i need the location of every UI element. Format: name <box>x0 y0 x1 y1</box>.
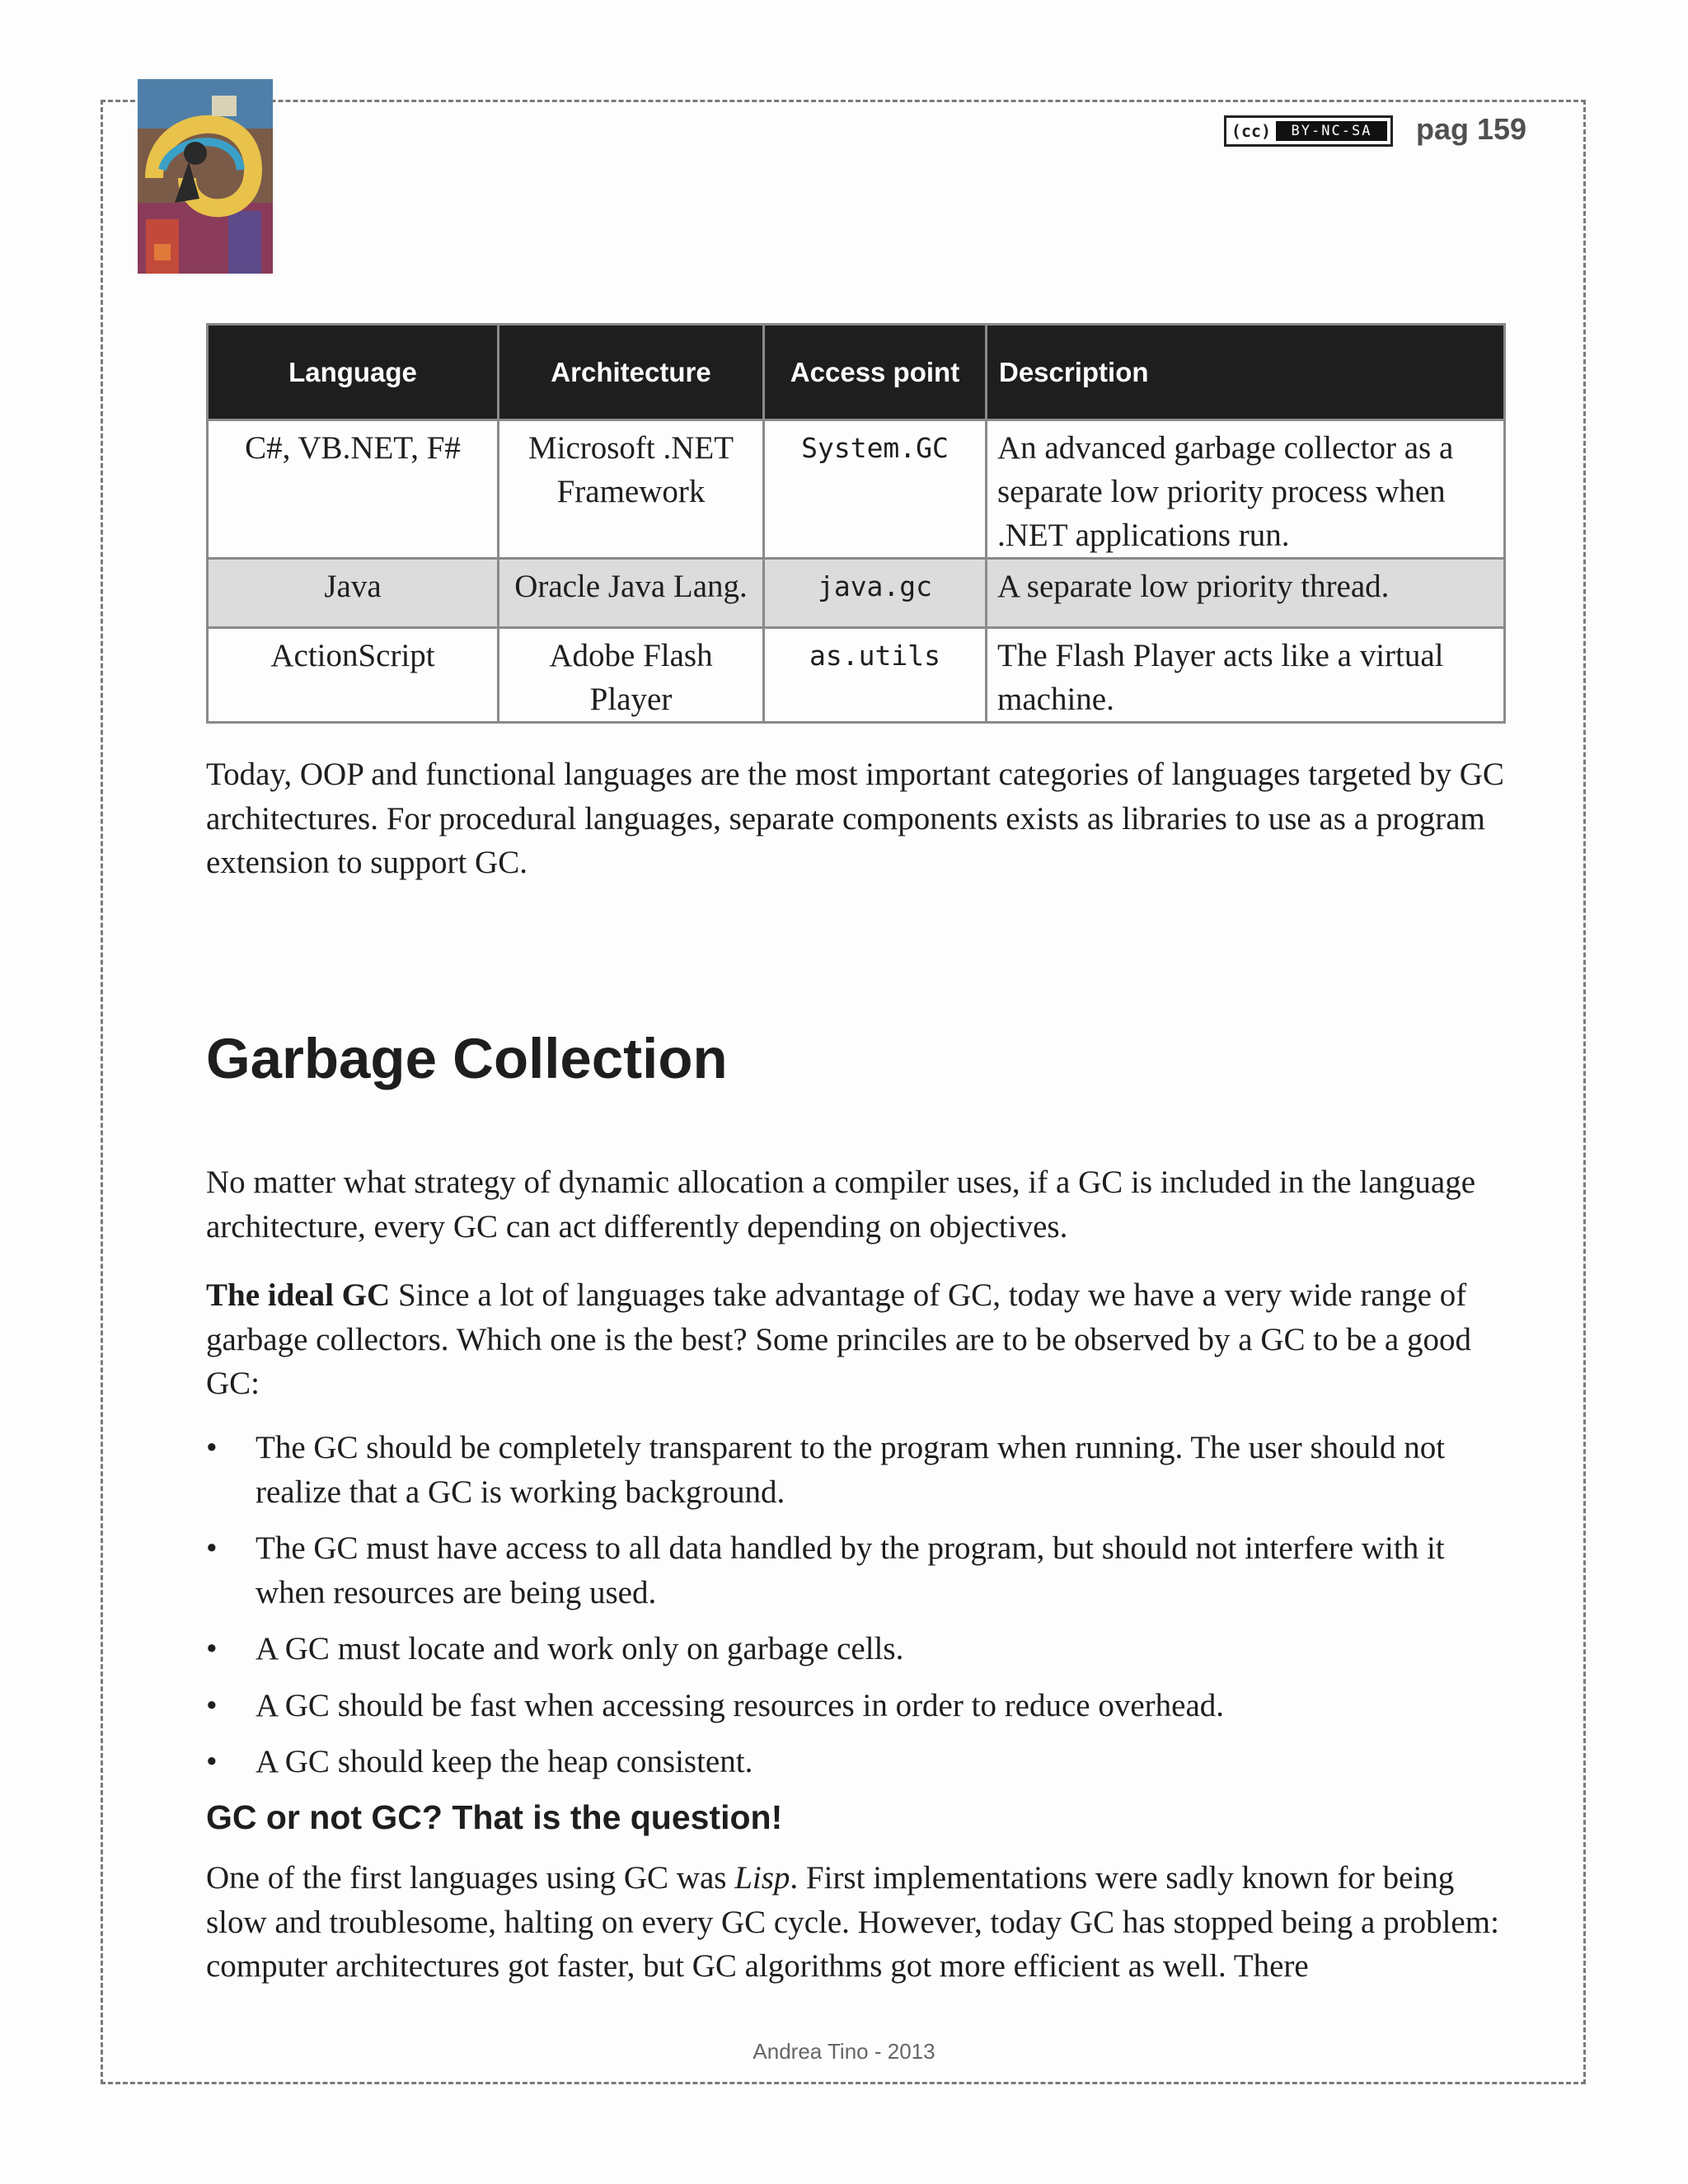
list-item <box>206 1684 1508 1728</box>
cell-access-point: java.gc <box>764 559 987 628</box>
header-description: Description <box>987 325 1505 420</box>
cc-symbol: (cc) <box>1231 121 1272 141</box>
header-language: Language <box>208 325 499 420</box>
list-item-text: The GC must have access to all data handled by the program, but should not interfere with it when resources are being used. <box>256 1530 1445 1610</box>
list-item <box>206 1526 1508 1615</box>
page-number: pag 159 <box>1416 112 1527 146</box>
bullet-icon: • <box>206 1430 218 1465</box>
cell-language: Java <box>208 559 499 628</box>
list-item <box>206 1740 1508 1784</box>
bullet-icon: • <box>206 1687 218 1723</box>
intro-paragraph: Today, OOP and functional languages are the most important categories of languages targeted by GC architectures. For procedural languages, separate components exists as libraries to use as a program extension to support GC. <box>206 757 1504 880</box>
principles-list <box>206 1426 1508 1797</box>
list-item <box>206 1426 1508 1514</box>
table-row <box>208 420 1505 559</box>
header-access-point: Access point <box>764 325 987 420</box>
bullet-icon: • <box>206 1530 218 1566</box>
table-row <box>208 628 1505 723</box>
header-architecture: Architecture <box>499 325 764 420</box>
list-item-text: A GC should be fast when accessing resources in order to reduce overhead. <box>256 1687 1225 1723</box>
list-item-text: A GC must locate and work only on garbage cells. <box>256 1631 904 1666</box>
cell-architecture: Adobe Flash Player <box>499 628 764 723</box>
section-title: Garbage Collection <box>206 1027 728 1090</box>
cell-access-point: System.GC <box>764 420 987 559</box>
cc-terms: BY-NC-SA <box>1276 121 1387 141</box>
list-item-text: A GC should keep the heap consistent. <box>256 1744 753 1779</box>
ideal-gc-label: The ideal GC <box>206 1277 391 1313</box>
subsection-text-after: . First implementations were sadly known for being slow and troublesome, halting on every GC cycle. However, today GC has stopped being a problem: computer architectures got faster, but GC algorithms got more efficient as well. There <box>206 1860 1499 1984</box>
table-header-row <box>208 325 1505 420</box>
subsection-paragraph <box>206 1856 1508 1989</box>
cell-architecture: Microsoft .NET Framework <box>499 420 764 559</box>
cell-description: An advanced garbage collector as a separate low priority process when .NET applications run. <box>987 420 1505 559</box>
gc-languages-table <box>206 323 1506 724</box>
cell-architecture: Oracle Java Lang. <box>499 559 764 628</box>
cover-thumbnail <box>138 79 273 274</box>
table-row <box>208 559 1505 628</box>
cell-language: ActionScript <box>208 628 499 723</box>
bullet-icon: • <box>206 1744 218 1779</box>
page-footer: Andrea Tino - 2013 <box>753 2039 935 2064</box>
cell-access-point: as.utils <box>764 628 987 723</box>
cell-description: A separate low priority thread. <box>987 559 1505 628</box>
lisp-term: Lisp <box>734 1860 790 1896</box>
list-item-text: The GC should be completely transparent to the program when running. The user should not realize that a GC is working background. <box>256 1430 1446 1510</box>
cell-language: C#, VB.NET, F# <box>208 420 499 559</box>
ideal-gc-text: Since a lot of languages take advantage of GC, today we have a very wide range of garbage collectors. Which one is the best? Some princiles are to be observed by a GC to be a good GC: <box>206 1277 1471 1401</box>
cc-license-badge <box>1224 115 1393 147</box>
subsection-title: GC or not GC? That is the question! <box>206 1798 783 1836</box>
list-item <box>206 1627 1508 1671</box>
ideal-gc-paragraph <box>206 1273 1508 1406</box>
subsection-text-before: One of the first languages using GC was <box>206 1860 735 1896</box>
section-paragraph: No matter what strategy of dynamic allocation a compiler uses, if a GC is included in the language architecture, every GC can act differently depending on objectives. <box>206 1165 1476 1244</box>
bullet-icon: • <box>206 1631 218 1666</box>
cell-description: The Flash Player acts like a virtual machine. <box>987 628 1505 723</box>
